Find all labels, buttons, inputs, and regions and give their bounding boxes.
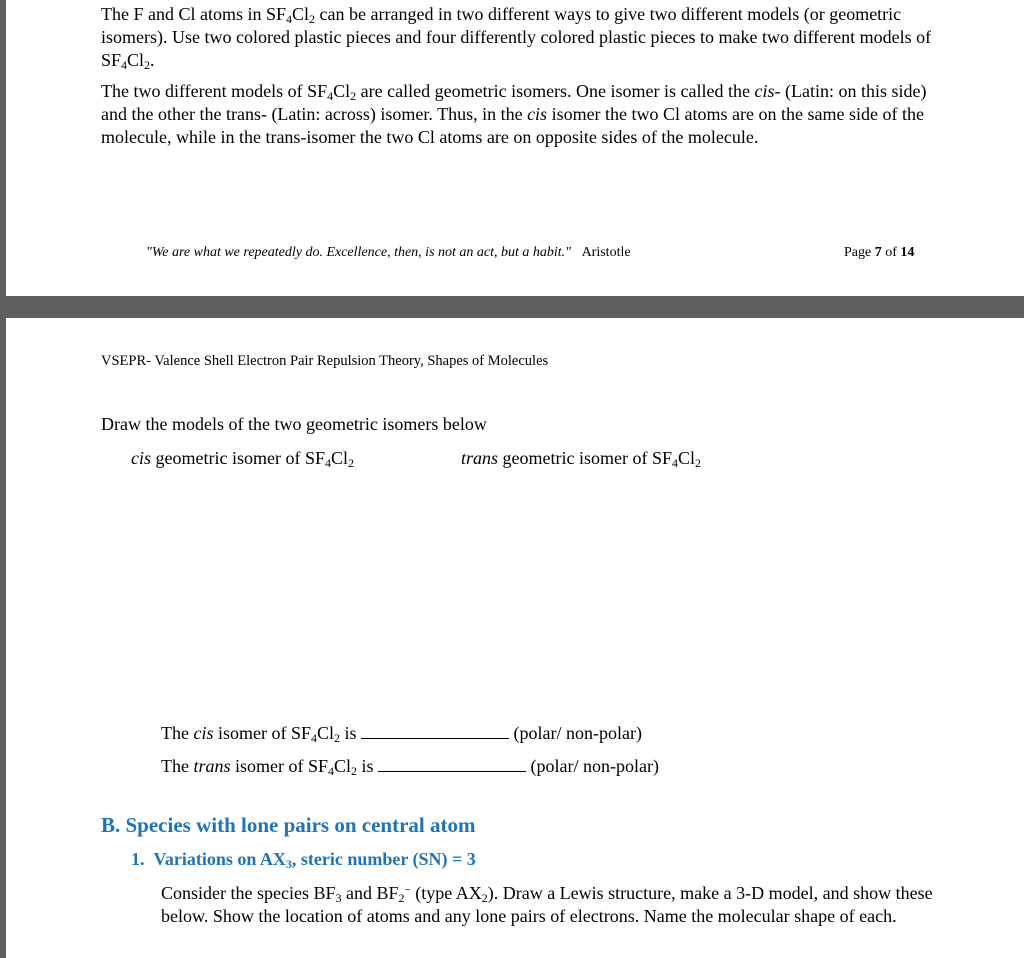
page-number: Page 7 of 14 <box>844 245 915 260</box>
pdf-page-7 <box>6 0 1024 296</box>
draw-instruction: Draw the models of the two geometric isomers below <box>101 414 487 434</box>
section-b-heading: B. Species with lone pairs on central atom <box>101 813 476 837</box>
cis-isomer-label: cis geometric isomer of $SF_4Cl_2$ <box>131 448 354 470</box>
cis-polarity-question: The cis isomer of $SF_4Cl_2$ is (polar/ non-polar) <box>161 723 642 745</box>
page-header: VSEPR- Valence Shell Electron Pair Repulsion Theory, Shapes of Molecules <box>101 353 549 369</box>
isomer-intro-paragraph: The F and Cl atoms in $SF_4Cl_2$ can be arranged in two different ways to give two different models (or geometric isomers). Use two colored plastic pieces and four differently colored plastic pieces to make two different models of $SF_4Cl_2$. <box>101 4 932 72</box>
trans-polarity-question: The trans isomer of $SF_4Cl_2$ is (polar/ non-polar) <box>161 756 659 778</box>
trans-answer-blank[interactable] <box>378 756 526 772</box>
footer-quote: "We are what we repeatedly do. Excellence, then, is not an act, but a habit." Aristotle <box>146 245 631 260</box>
geometric-isomers-paragraph: The two different models of $SF_4Cl_2$ are called geometric isomers. One isomer is called the cis- (Latin: on this side) and the other the trans- (Latin: across) isomer. Thus, in the cis isomer the two Cl atoms are on the same side of the molecule, while in the trans-isomer the two Cl atoms are on opposite sides of the molecule. <box>101 81 927 147</box>
trans-isomer-label: trans geometric isomer of $SF_4Cl_2$ <box>461 448 702 470</box>
pdf-page-8 <box>6 318 1024 958</box>
cis-answer-blank[interactable] <box>361 723 509 739</box>
consider-species-paragraph: Consider the species $BF_3$ and $BF_2^-$ (type $AX_2$). Draw a Lewis structure, make a 3-D model, and show these below. Show the location of atoms and any lone pairs of electrons. Name the molecular shape of each. <box>161 883 933 926</box>
subsection-1-heading: 1. Variations on $AX_3$, steric number (SN) = 3 <box>131 849 476 871</box>
